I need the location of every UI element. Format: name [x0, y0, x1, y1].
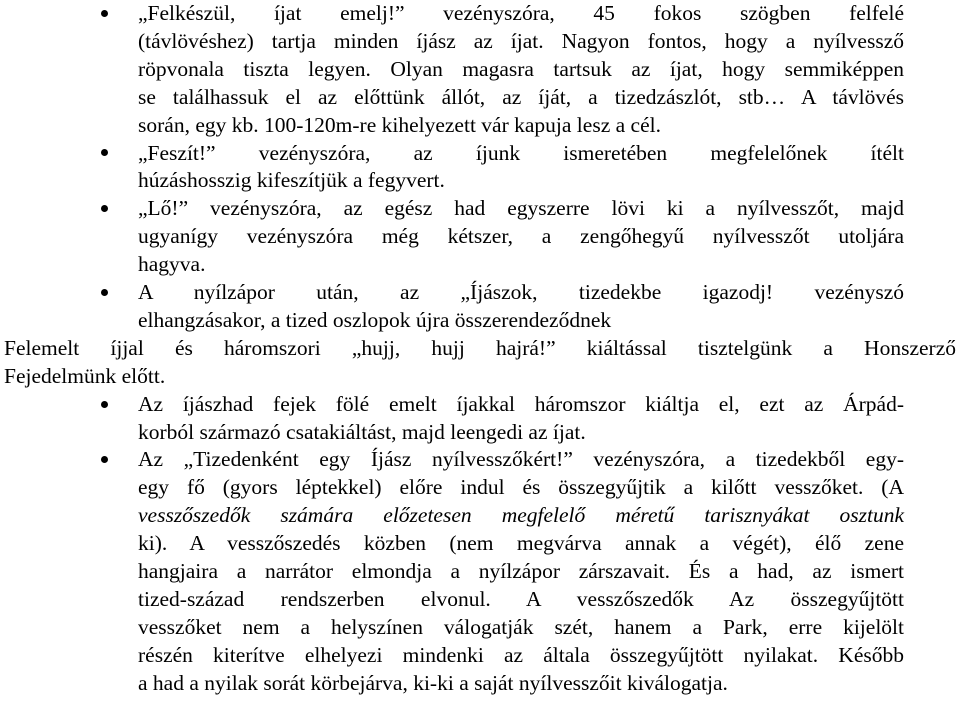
text-line: ki). A vesszőszedés közben (nem megvárva annak a végét), élő zene	[138, 531, 904, 555]
text-line: A nyílzápor után, az „Íjászok, tizedekbe igazodj! vezényszó	[138, 280, 904, 304]
text-line: elhangzásakor, a tized oszlopok újra összerendeződnek	[138, 308, 612, 332]
text-line: korból származó csatakiáltást, majd leengedi az íjat.	[138, 420, 586, 444]
text-line: egy fő (gyors léptekkel) előre indul és összegyűjtik a kilőtt vesszőket. (A	[138, 475, 904, 499]
text-line: röpvonala tiszta legyen. Olyan magasra tartsuk az íjat, hogy semmiképpen	[138, 57, 904, 81]
bullet-icon	[101, 289, 108, 296]
text-line: hangjaira a narrátor elmondja a nyílzápor zárszavait. És a had, az ismert	[138, 559, 904, 583]
text-line: Fejedelmünk előtt.	[4, 364, 166, 388]
text-line: a had a nyilak sorát körbejárva, ki-ki a saját nyílvesszőit kiválogatja.	[138, 671, 728, 695]
text-line: vesszőket nem a helyszínen válogatják szét, hanem a Park, erre kijelölt	[138, 615, 904, 639]
text-line: „Lő!” vezényszóra, az egész had egyszerre lövi ki a nyílvesszőt, majd	[138, 196, 904, 220]
bullet-icon	[101, 456, 108, 463]
text-line: se találhassuk el az előttünk állót, az íját, a tizedzászlót, stb… A távlövés	[138, 85, 904, 109]
text-line: ugyanígy vezényszóra még kétszer, a zengőhegyű nyílvesszőt utoljára	[138, 224, 904, 248]
text-line: (távlövéshez) tartja minden íjász az íjat. Nagyon fontos, hogy a nyílvessző	[138, 29, 904, 53]
text-line: részén kiterítve elhelyezi mindenki az általa összegyűjtött nyilakat. Később	[138, 643, 904, 667]
text-line: Az íjászhad fejek fölé emelt íjakkal háromszor kiáltja el, ezt az Árpád-	[138, 392, 904, 416]
text-line: vesszőszedők számára előzetesen megfelelő méretű tarisznyákat osztunk	[138, 503, 904, 527]
text-line: Az „Tizedenként egy Íjász nyílvesszőkért!” vezényszóra, a tizedekből egy-	[138, 447, 904, 471]
text-line: tized-század rendszerben elvonul. A vesszőszedők Az összegyűjtött	[138, 587, 904, 611]
text-line: hagyva.	[138, 252, 206, 276]
text-line: „Felkészül, íjat emelj!” vezényszóra, 45 fokos szögben felfelé	[138, 1, 904, 25]
text-line: „Feszít!” vezényszóra, az íjunk ismeretében megfelelőnek ítélt	[138, 141, 904, 165]
bullet-icon	[101, 205, 108, 212]
text-line: során, egy kb. 100-120m-re kihelyezett vár kapuja lesz a cél.	[138, 113, 661, 137]
text-line: húzáshosszig kifeszítjük a fegyvert.	[138, 168, 445, 192]
text-line: Felemelt íjjal és háromszori „hujj, hujj hajrá!” kiáltással tisztelgünk a Honszerző	[4, 336, 956, 360]
bullet-icon	[101, 401, 108, 408]
bullet-icon	[101, 10, 108, 17]
bullet-icon	[101, 149, 108, 156]
